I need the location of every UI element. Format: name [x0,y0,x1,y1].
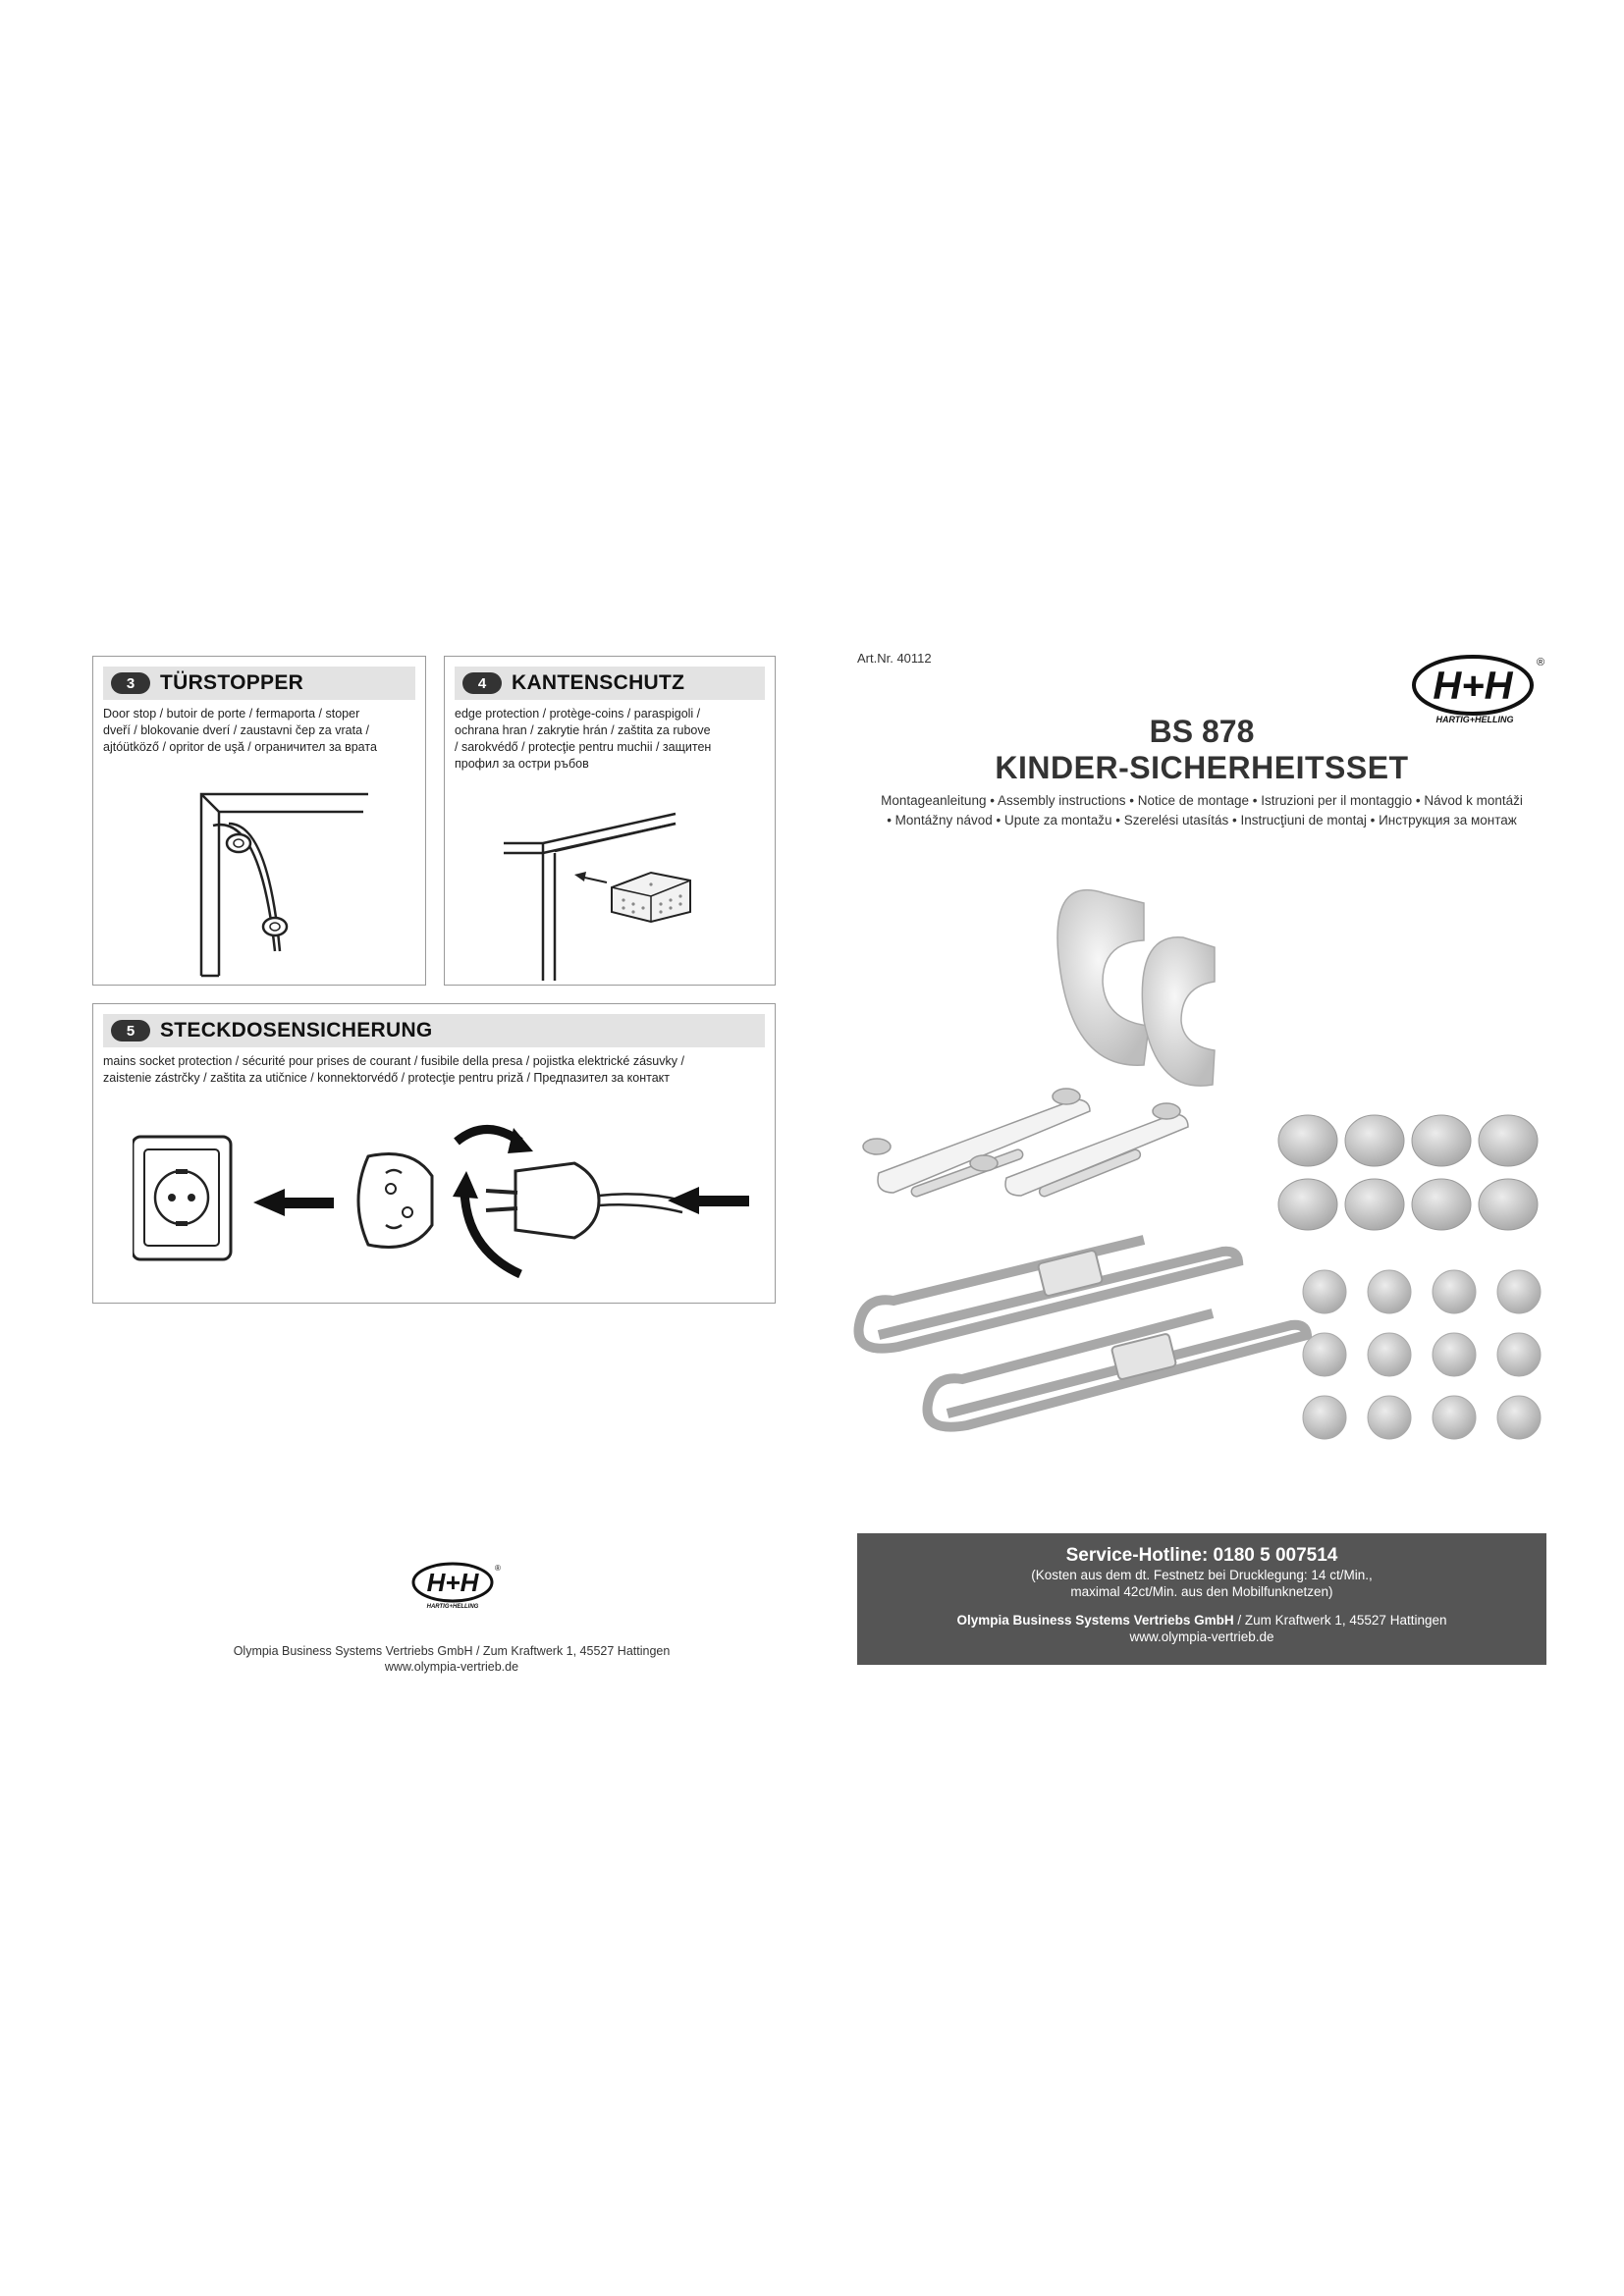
brand-logo-small [406,1561,504,1610]
description-line: dveří / blokovanie dverí / zaustavni čep za vrata / [103,723,369,737]
panel-description [103,1053,765,1087]
hotline-url: www.olympia-vertrieb.de [1129,1629,1274,1644]
svg-text:®: ® [1536,657,1545,668]
description-line: Door stop / butoir de porte / fermaporta / stoper [103,707,360,721]
service-hotline-box [857,1533,1546,1665]
panel-title: KANTENSCHUTZ [512,671,685,694]
languages-line: • Montážny návod • Upute za montažu • Szerelési utasítás • Instrucţiuni de montaj • Инструкция за монтаж [887,813,1517,828]
hotline-cost-line: (Kosten aus dem dt. Festnetz bei Drucklegung: 14 ct/Min., [1031,1568,1373,1582]
svg-text:®: ® [495,1564,501,1573]
panel-header [103,1014,765,1047]
company-address: Olympia Business Systems Vertriebs GmbH / Zum Kraftwerk 1, 45527 Hattingen [233,1644,671,1658]
step-badge: 5 [111,1020,150,1041]
product-title: KINDER-SICHERHEITSSET [995,750,1409,785]
hotline-company [857,1612,1546,1629]
description-line: ajtóütköző / opritor de uşă / ограничител за врата [103,740,377,754]
instruction-languages [844,791,1559,830]
panel-description [103,706,415,756]
svg-text:H+H: H+H [1433,665,1513,708]
company-name: Olympia Business Systems Vertriebs GmbH [956,1613,1234,1628]
article-number: Art.Nr. 40112 [857,651,932,666]
hotline-title: Service-Hotline: 0180 5 007514 [1065,1545,1338,1566]
step-badge: 4 [462,672,502,694]
step-badge: 3 [111,672,150,694]
description-line: zaistenie zástrčky / zaštita za utičnice / konnektorvédő / protecţie pentru priză / Предпазител за контакт [103,1071,670,1085]
description-line: профил за остри ръбов [455,757,589,771]
socket-protector-set-icon [1303,1270,1541,1439]
panel-door-stop [92,656,426,986]
svg-text:HARTIG+HELLING: HARTIG+HELLING [426,1604,479,1610]
company-url: www.olympia-vertrieb.de [384,1660,519,1674]
panel-header [455,667,765,700]
door-stop-illustration [191,784,378,981]
left-footer-address [196,1643,707,1675]
panel-description [455,706,765,773]
panel-title: STECKDOSENSICHERUNG [160,1019,433,1041]
model-number: BS 878 [1149,714,1255,749]
description-line: ochrana hran / zakrytie hrán / zaštita za rubove [455,723,711,737]
description-line: mains socket protection / sécurité pour prises de courant / fusibile della presa / pojistka elektrické zásuvky / [103,1054,684,1068]
door-stopper-icon [1057,890,1215,1087]
panel-socket-protection [92,1003,776,1304]
corner-guard-set-icon [1278,1115,1538,1230]
panel-edge-protection [444,656,776,986]
panel-title: TÜRSTOPPER [160,671,304,694]
languages-line: Montageanleitung • Assembly instructions • Notice de montage • Istruzioni per il montaggio • Návod k montáži [881,793,1523,808]
description-line: edge protection / protège-coins / paraspigoli / [455,707,701,721]
svg-text:H+H: H+H [426,1568,479,1597]
edge-protector-illustration [504,794,769,981]
product-photo [849,864,1556,1492]
sliding-lock-icon [859,1240,1308,1427]
panel-header [103,667,415,700]
corner-guard-icon [612,873,690,922]
cabinet-strap-icon [863,1089,1188,1198]
hotline-cost-line: maximal 42ct/Min. aus den Mobilfunknetzen) [1070,1584,1333,1599]
description-line: / sarokvédő / protecţie pentru muchii / защитен [455,740,712,754]
svg-text:HARTIG+HELLING: HARTIG+HELLING [1435,715,1514,724]
socket-protector-illustration [133,1102,761,1299]
company-address: / Zum Kraftwerk 1, 45527 Hattingen [1233,1613,1447,1628]
